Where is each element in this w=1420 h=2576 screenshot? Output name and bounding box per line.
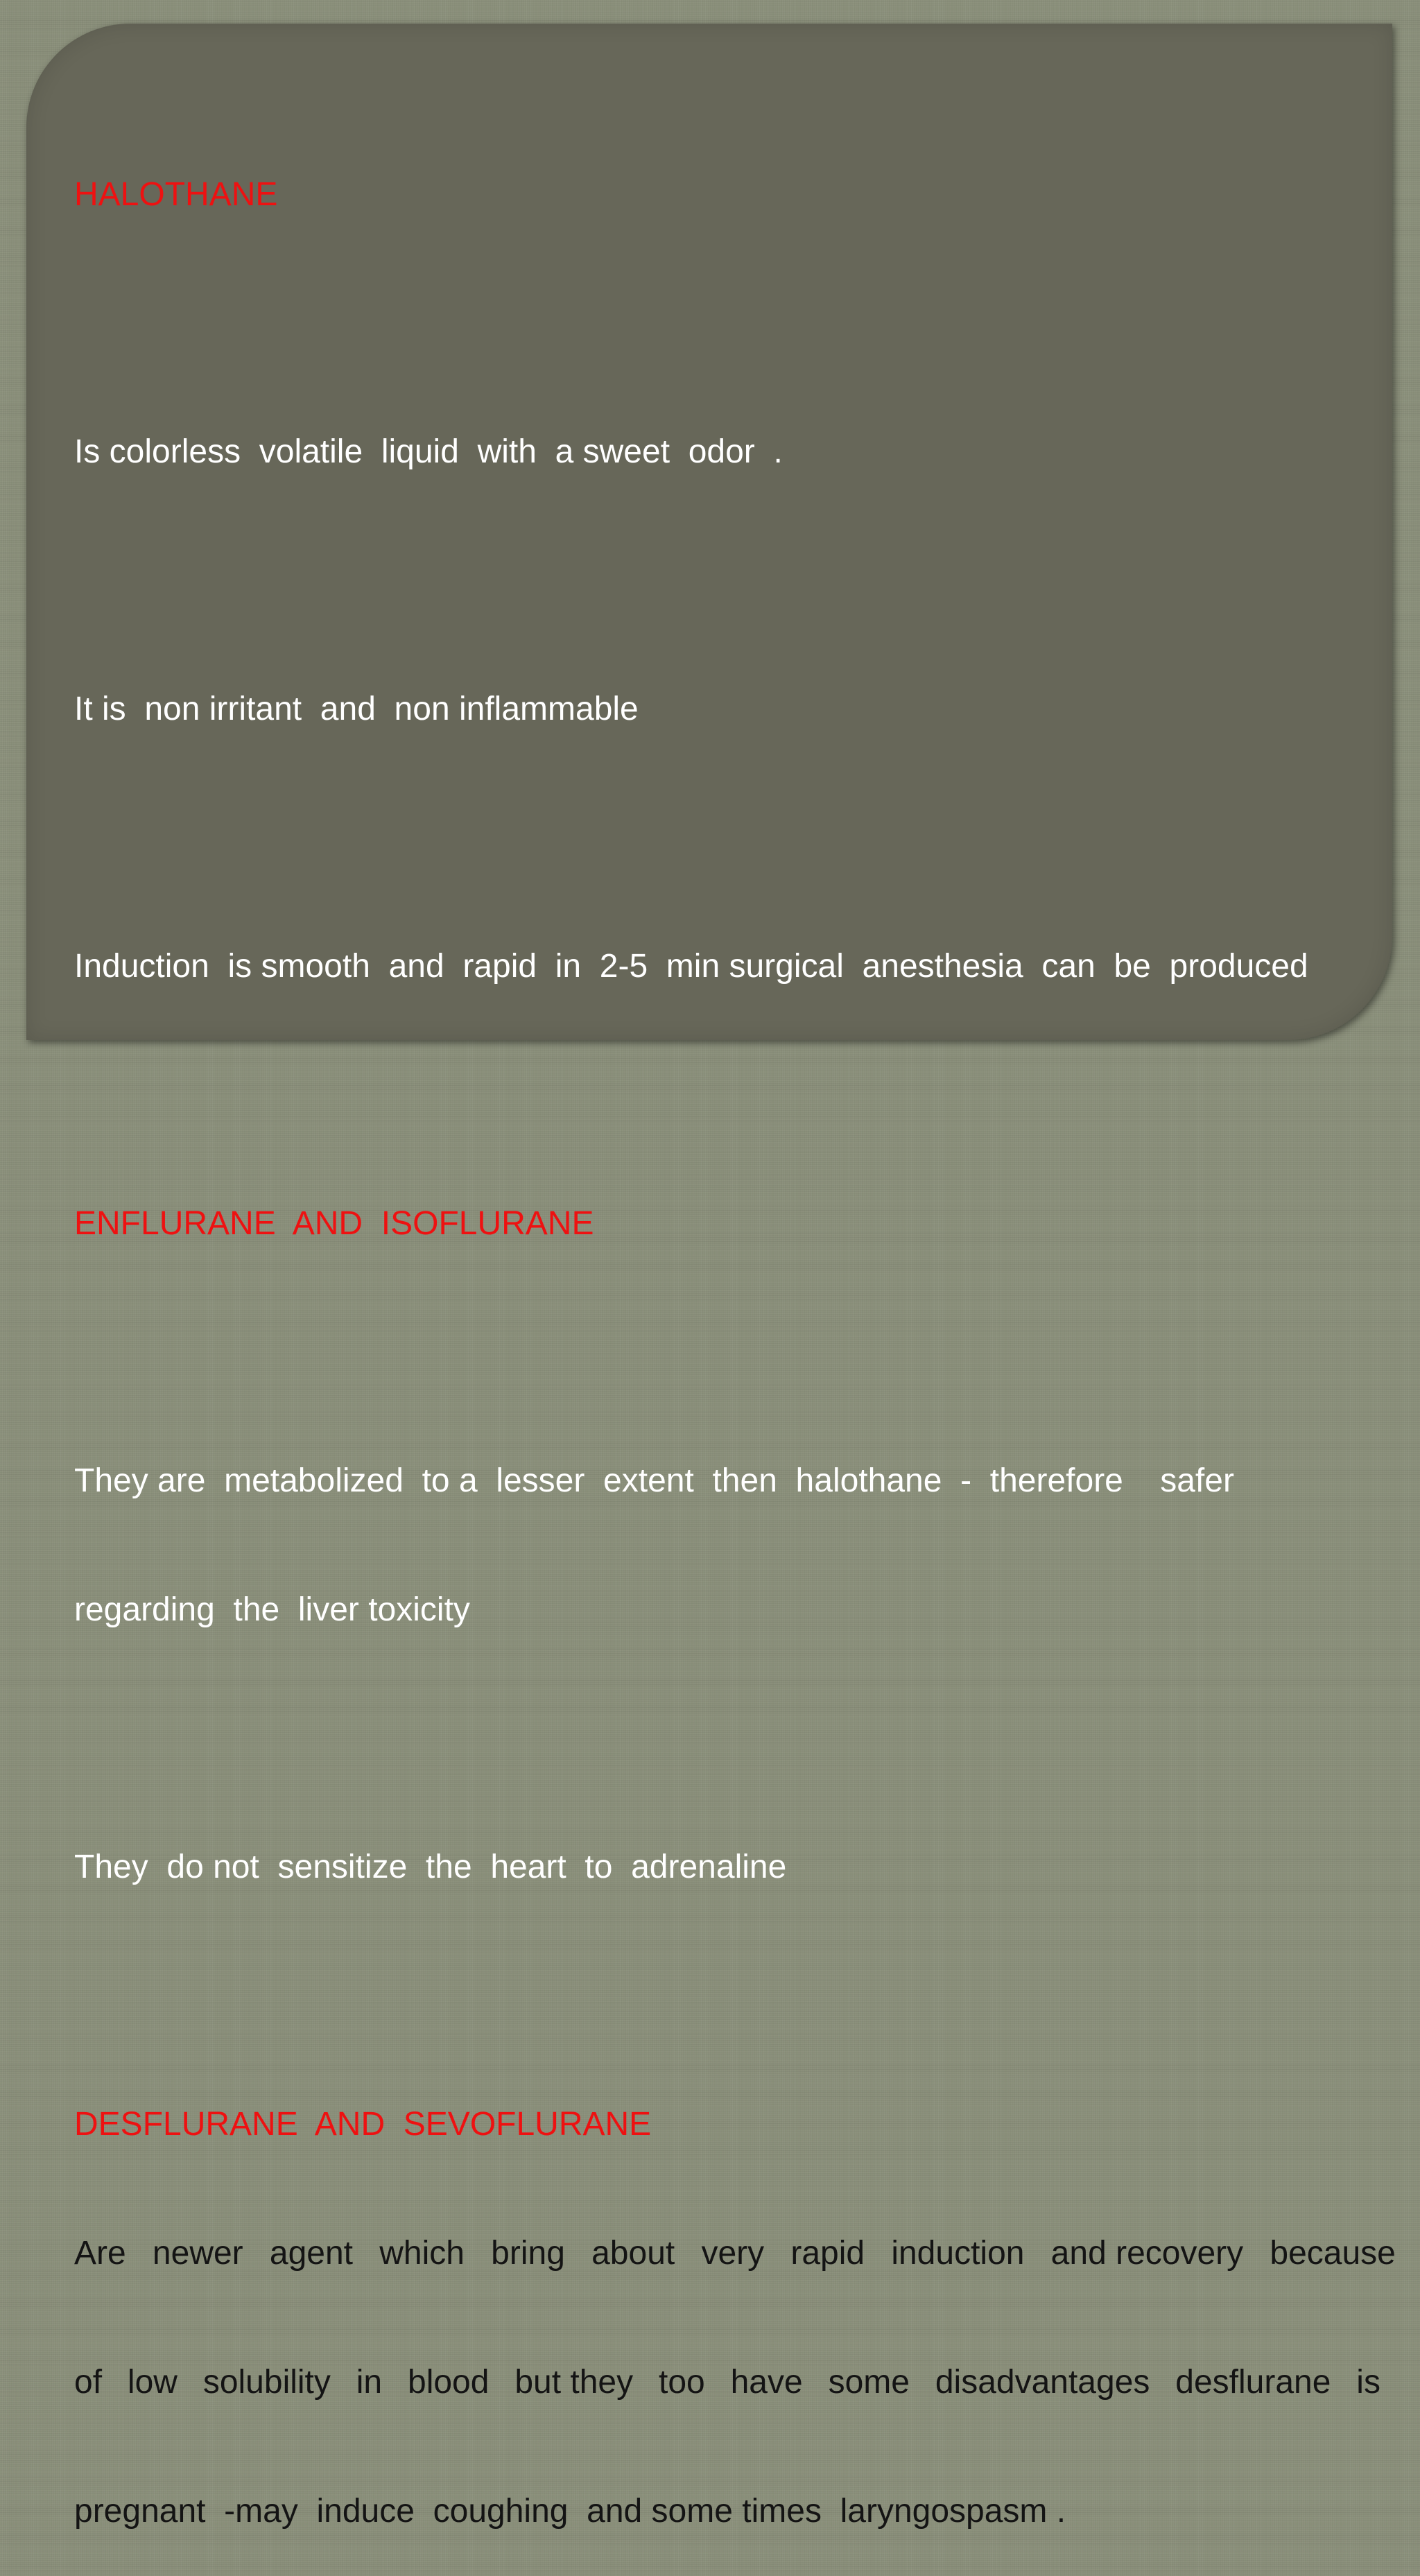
spacer [74, 1975, 1396, 2017]
para-word: blood [408, 2364, 490, 2401]
para-word: too [659, 2364, 705, 2401]
para-word: low [127, 2364, 178, 2401]
spacer [74, 1331, 1396, 1374]
para-word: and recovery [1050, 2235, 1244, 2272]
halothane-line-2: It is non irritant and non inflammable [74, 691, 639, 727]
para-word: solubility [202, 2364, 331, 2401]
para-word: of [74, 2364, 103, 2401]
para-word: disadvantages [935, 2364, 1150, 2401]
para-word: have [730, 2364, 803, 2401]
para-word: very [701, 2235, 765, 2272]
enflurane-line-1a: They are metabolized to a lesser extent then halothane - therefore safer [74, 1462, 1234, 1499]
spacer [74, 1074, 1396, 1116]
para-word: Are [74, 2235, 126, 2272]
spacer [74, 302, 1396, 345]
para-word: desflurane [1175, 2364, 1331, 2401]
desflurane-para-line-1 [74, 2232, 1396, 2275]
para-word: rapid [790, 2235, 865, 2272]
halothane-line-1: Is colorless volatile liquid with a sweet odor . [74, 433, 783, 470]
para-word: newer [152, 2235, 243, 2272]
desflurane-heading: DESFLURANE AND SEVOFLURANE [74, 2106, 652, 2143]
para-word: bring [491, 2235, 565, 2272]
para-word: which [379, 2235, 465, 2272]
enflurane-line-2: They do not sensitize the heart to adrenaline [74, 1849, 787, 1885]
slide-content [74, 87, 1396, 2576]
enflurane-line-1b: regarding the liver toxicity [74, 1591, 470, 1628]
spacer [74, 560, 1396, 602]
spacer [74, 1718, 1396, 1760]
para-word: in [356, 2364, 383, 2401]
para-word: is [1356, 2364, 1380, 2401]
para-word: but they [514, 2364, 634, 2401]
spacer [74, 817, 1396, 859]
halothane-line-3: Induction is smooth and rapid in 2-5 min surgical anesthesia can be produced [74, 948, 1308, 985]
halothane-heading: HALOTHANE [74, 176, 278, 213]
para-word: induction [891, 2235, 1025, 2272]
desflurane-para-line-3: pregnant -may induce coughing and some times laryngospasm . [74, 2493, 1066, 2530]
para-word: agent [269, 2235, 353, 2272]
para-word: some [828, 2364, 910, 2401]
para-word: about [591, 2235, 675, 2272]
para-word: because [1270, 2235, 1396, 2272]
desflurane-para-line-2 [74, 2361, 1380, 2404]
enflurane-heading: ENFLURANE AND ISOFLURANE [74, 1205, 594, 1242]
